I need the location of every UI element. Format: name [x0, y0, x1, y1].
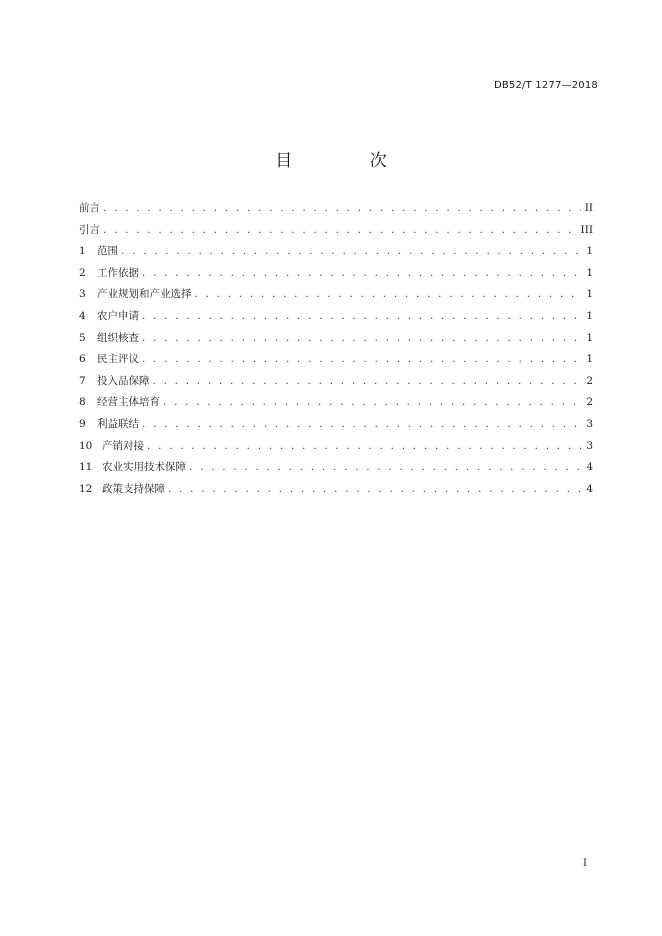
toc-entry-page: 1 — [586, 353, 593, 366]
dot-leader — [142, 328, 582, 350]
toc-entry-label: 范围 — [97, 245, 118, 258]
toc-entry-number: 9 — [79, 417, 86, 430]
toc-entry-5[interactable] — [79, 328, 593, 350]
toc-entry-foreword[interactable] — [79, 198, 593, 220]
toc-entry-10[interactable] — [79, 436, 593, 458]
toc-entry-label: 产业规划和产业选择 — [97, 288, 192, 301]
toc-entry-label: 产销对接 — [102, 439, 144, 452]
toc-entry-page: 2 — [586, 374, 593, 387]
toc-entry-number: 10 — [79, 439, 93, 452]
toc-entry-page: 1 — [586, 309, 593, 322]
dot-leader — [195, 284, 583, 306]
toc-entry-label: 利益联结 — [97, 417, 139, 430]
toc-entry-label: 农业实用技术保障 — [102, 461, 186, 474]
toc-entry-label: 组织核查 — [97, 331, 139, 344]
toc-entry-page: 4 — [586, 461, 593, 474]
table-of-contents — [79, 198, 593, 500]
document-code: DB52/T 1277—2018 — [493, 80, 598, 91]
toc-entry-number: 8 — [79, 396, 86, 409]
toc-entry-page: 1 — [586, 331, 593, 344]
toc-entry-label: 投入品保障 — [97, 374, 150, 387]
toc-entry-4[interactable] — [79, 306, 593, 328]
toc-entry-number: 12 — [79, 482, 93, 495]
toc-entry-page: 4 — [586, 482, 593, 495]
toc-entry-introduction[interactable] — [79, 220, 593, 242]
toc-entry-6[interactable] — [79, 349, 593, 371]
dot-leader — [142, 263, 582, 285]
toc-entry-9[interactable] — [79, 414, 593, 436]
toc-entry-page: 1 — [586, 266, 593, 279]
toc-entry-label: 经营主体培育 — [97, 396, 160, 409]
toc-entry-page: 3 — [586, 439, 593, 452]
toc-entry-number: 4 — [79, 309, 86, 322]
toc-entry-label: 民主评议 — [97, 353, 139, 366]
toc-entry-number: 1 — [79, 245, 86, 258]
dot-leader — [189, 457, 582, 479]
toc-entry-page: 1 — [586, 288, 593, 301]
page-title: 目 次 — [275, 151, 423, 171]
toc-entry-12[interactable] — [79, 479, 593, 501]
toc-entry-2[interactable] — [79, 263, 593, 285]
toc-entry-number: 11 — [79, 461, 93, 474]
page-number: I — [583, 858, 587, 869]
dot-leader — [163, 392, 582, 414]
dot-leader — [147, 436, 582, 458]
toc-entry-1[interactable] — [79, 241, 593, 263]
dot-leader — [142, 349, 582, 371]
dot-leader — [103, 220, 577, 242]
toc-entry-8[interactable] — [79, 392, 593, 414]
toc-entry-page: 1 — [586, 245, 593, 258]
toc-entry-page: II — [584, 202, 593, 214]
dot-leader — [168, 479, 582, 501]
toc-entry-page: 2 — [586, 396, 593, 409]
toc-entry-3[interactable] — [79, 284, 593, 306]
toc-entry-11[interactable] — [79, 457, 593, 479]
toc-entry-number: 6 — [79, 353, 86, 366]
toc-entry-label: 引言 — [79, 223, 100, 236]
toc-entry-label: 政策支持保障 — [102, 482, 165, 495]
toc-entry-number: 5 — [79, 331, 86, 344]
dot-leader — [142, 414, 582, 436]
toc-entry-7[interactable] — [79, 371, 593, 393]
toc-entry-label: 工作依据 — [97, 266, 139, 279]
toc-entry-number: 7 — [79, 374, 86, 387]
toc-entry-number: 3 — [79, 288, 86, 301]
toc-entry-page: III — [580, 223, 593, 236]
toc-entry-number: 2 — [79, 266, 86, 279]
toc-entry-label: 农户申请 — [97, 309, 139, 322]
toc-entry-page: 3 — [586, 417, 593, 430]
dot-leader — [103, 198, 581, 220]
dot-leader — [142, 306, 582, 328]
dot-leader — [153, 371, 583, 393]
toc-entry-label: 前言 — [79, 202, 100, 214]
dot-leader — [121, 241, 582, 263]
